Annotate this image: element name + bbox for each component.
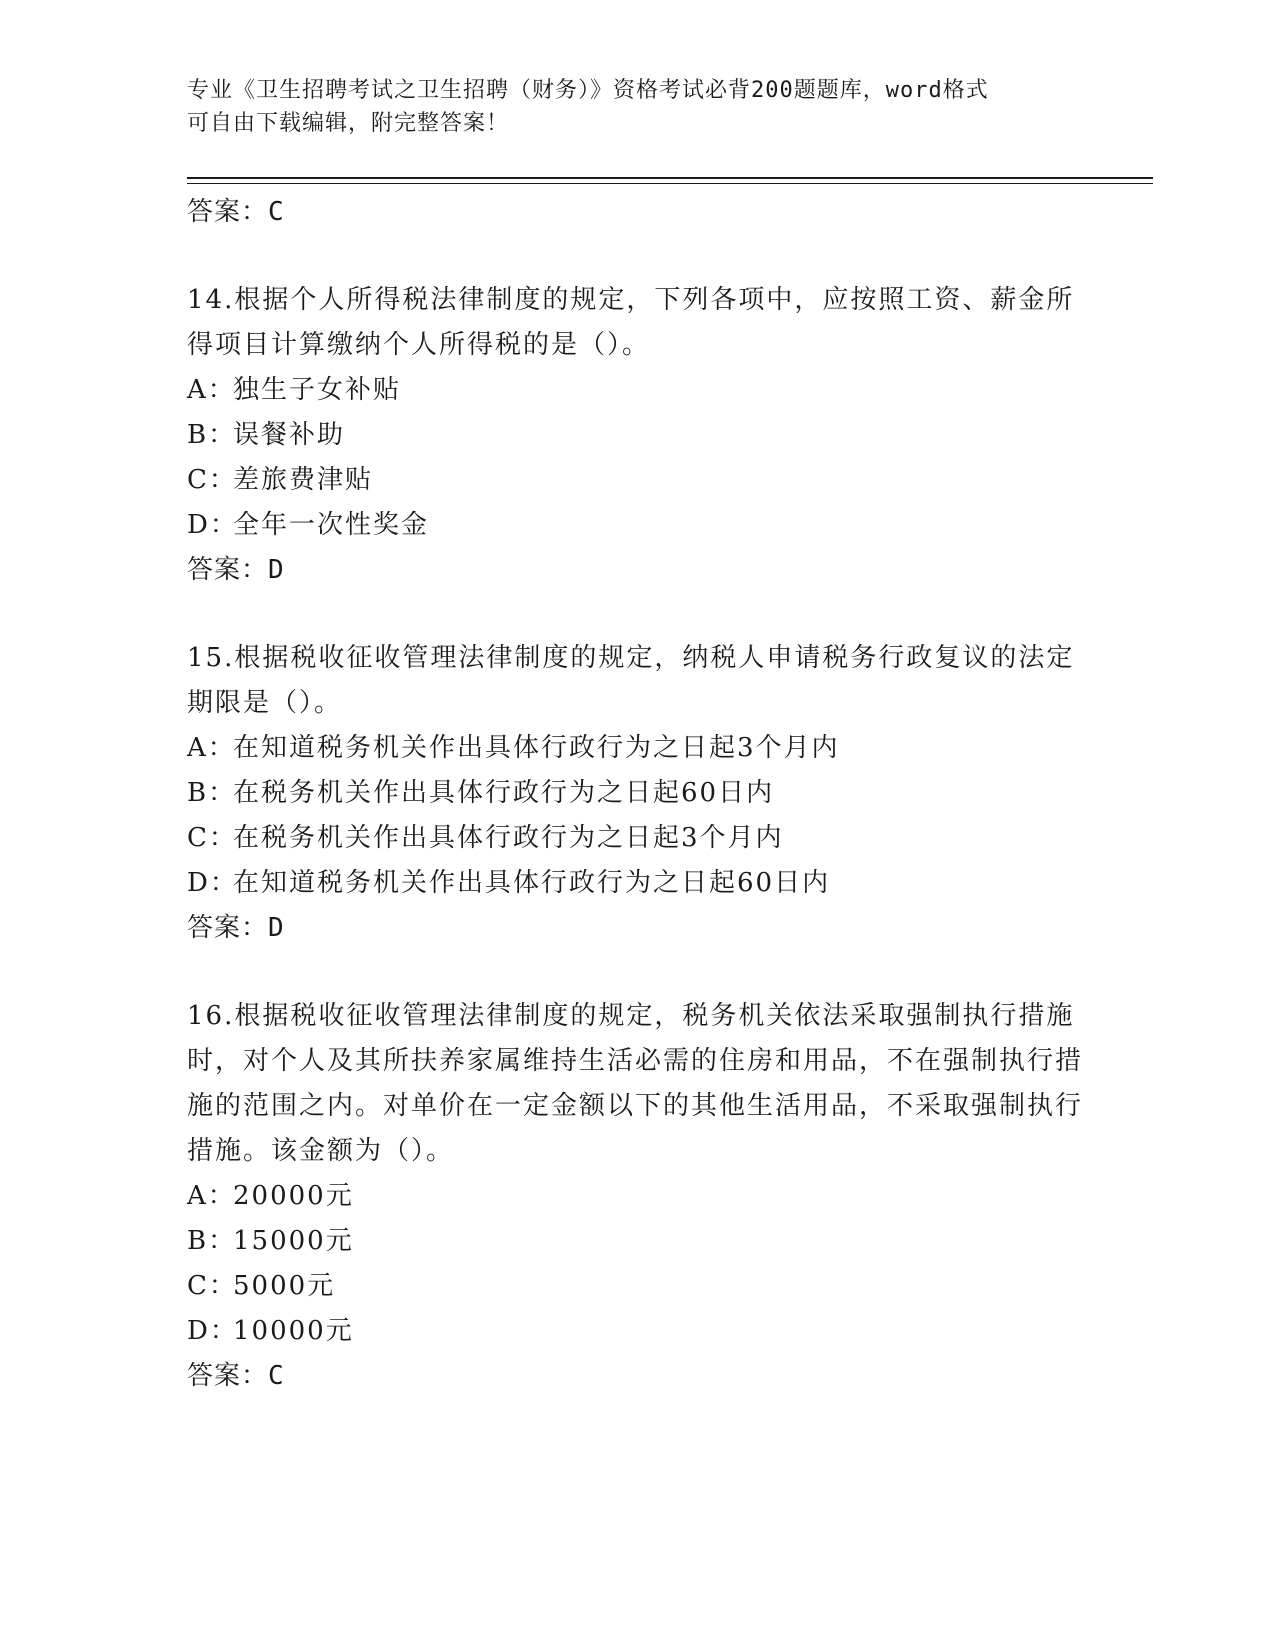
option-text: 在税务机关作出具体行政行为之日起3个月内: [233, 823, 784, 853]
document-header: [187, 74, 1067, 140]
option-label: B：: [187, 420, 237, 450]
option-label: B：: [187, 778, 237, 808]
option-text: 10000元: [233, 1316, 354, 1346]
header-rule-thick: [187, 177, 1153, 179]
option-c: [187, 816, 1087, 861]
option-text: 在知道税务机关作出具体行政行为之日起3个月内: [233, 733, 840, 763]
option-a: [187, 368, 1087, 413]
option-d: [187, 1309, 1087, 1354]
question-stem: 16.根据税收征收管理法律制度的规定，税务机关依法采取强制执行措施时，对个人及其所扶养家属维持生活必需的住房和用品，不在强制执行措施的范围之内。对单价在一定金额以下的其他生活用品，不采取强制执行措施。该金额为（）。: [187, 1001, 1084, 1166]
option-text: 差旅费津贴: [233, 465, 374, 495]
option-text: 误餐补助: [233, 420, 346, 450]
question-15: [187, 636, 1087, 950]
answer-line: 答案：D: [187, 913, 285, 943]
question-16: [187, 994, 1087, 1398]
option-label: A：: [187, 733, 236, 763]
question-14: [187, 278, 1087, 592]
option-label: D：: [187, 868, 238, 898]
option-label: C：: [187, 823, 237, 853]
option-d: [187, 861, 1087, 906]
option-a: [187, 1174, 1087, 1219]
header-line-2: 可自由下载编辑，附完整答案！: [187, 111, 510, 136]
previous-answer: 答案：C: [187, 197, 285, 227]
option-label: C：: [187, 465, 237, 495]
header-rule-thin: [187, 183, 1153, 184]
option-label: A：: [187, 375, 236, 405]
option-b: [187, 413, 1087, 458]
answer-line: 答案：D: [187, 555, 285, 585]
option-d: [187, 503, 1087, 548]
question-stem: 14.根据个人所得税法律制度的规定，下列各项中，应按照工资、薪金所得项目计算缴纳个人所得税的是（）。: [187, 285, 1075, 360]
question-stem: 15.根据税收征收管理法律制度的规定，纳税人申请税务行政复议的法定期限是（）。: [187, 643, 1075, 718]
option-text: 在知道税务机关作出具体行政行为之日起60日内: [233, 868, 831, 898]
option-c: [187, 458, 1087, 503]
option-b: [187, 1219, 1087, 1264]
option-label: A：: [187, 1181, 236, 1211]
option-label: D：: [187, 510, 238, 540]
option-text: 15000元: [233, 1226, 354, 1256]
option-a: [187, 726, 1087, 771]
option-c: [187, 1264, 1087, 1309]
option-text: 独生子女补贴: [233, 375, 402, 405]
option-label: C：: [187, 1271, 237, 1301]
answer-line: 答案：C: [187, 1361, 285, 1391]
option-b: [187, 771, 1087, 816]
option-text: 全年一次性奖金: [233, 510, 430, 540]
option-text: 20000元: [233, 1181, 354, 1211]
option-text: 5000元: [233, 1271, 336, 1301]
option-label: D：: [187, 1316, 238, 1346]
option-text: 在税务机关作出具体行政行为之日起60日内: [233, 778, 775, 808]
option-label: B：: [187, 1226, 237, 1256]
question-list: [187, 190, 1087, 1398]
header-line-1: 专业《卫生招聘考试之卫生招聘（财务）》资格考试必背200题题库，word格式: [187, 78, 989, 103]
